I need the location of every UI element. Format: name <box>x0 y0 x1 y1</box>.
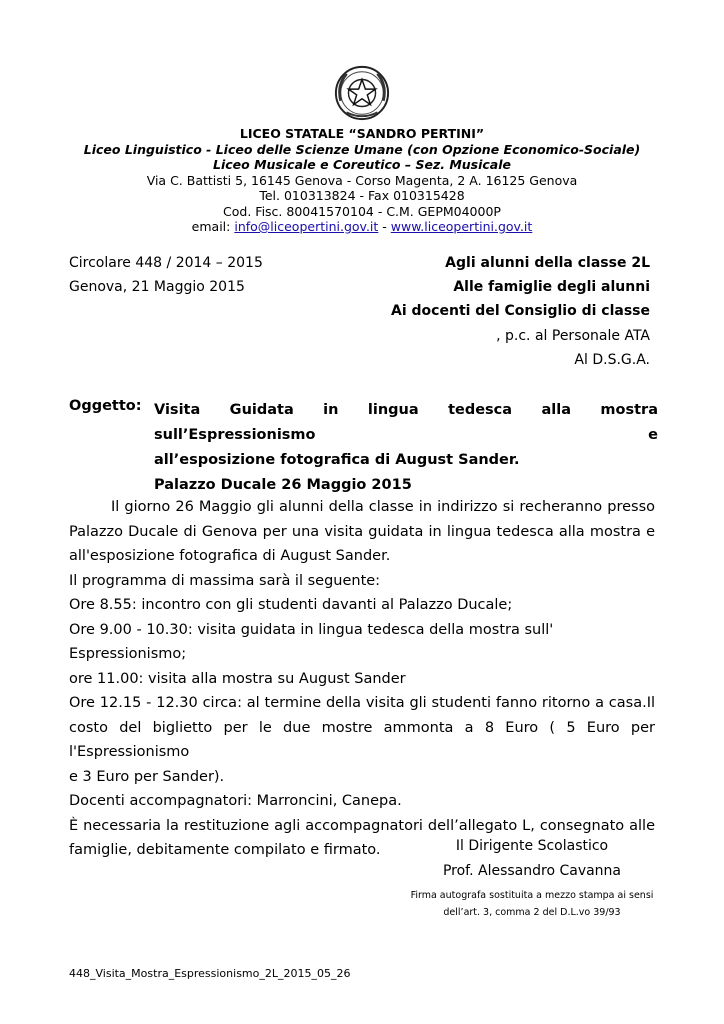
body-line: Ore 12.15 - 12.30 circa: al termine della visita gli studenti fanno ritorno a casa.Il <box>69 695 655 711</box>
body-line: famiglie, debitamente compilato e firmato. <box>69 842 381 858</box>
signature-note-line: Firma autografa sostituita a mezzo stampa ai sensi <box>410 890 654 901</box>
school-line2: Liceo Musicale e Coreutico – Sez. Musicale <box>213 157 511 172</box>
body-line: ore 11.00: visita alla mostra su August Sander <box>69 670 406 687</box>
footer-filename: 448_Visita_Mostra_Espressionismo_2L_2015_05_26 <box>69 967 351 980</box>
recipient-dsga: Al D.S.G.A. <box>574 352 650 368</box>
body-line: Ore 9.00 - 10.30: visita guidata in lingua tedesca della mostra sull' Espressionismo; <box>69 621 554 662</box>
recipient-families: Alle famiglie degli alunni <box>453 279 650 295</box>
signature-name: Prof. Alessandro Cavanna <box>442 863 622 879</box>
body-line: Palazzo Ducale di Genova per una visita guidata in lingua tedesca alla mostra e <box>69 523 655 540</box>
letter-body <box>69 495 655 863</box>
email-link[interactable]: info@liceopertini.gov.it <box>234 219 379 234</box>
contact-separator: - <box>378 219 391 234</box>
school-codes: Cod. Fisc. 80041570104 - C.M. GEPM04000P <box>223 203 501 219</box>
email-label: email: <box>191 219 235 234</box>
body-line: Il giorno 26 Maggio gli alunni della classe in indirizzo si recheranno presso <box>111 499 655 515</box>
recipient-ata: , p.c. al Personale ATA <box>496 328 650 344</box>
body-line: costo del biglietto per le due mostre ammonta a 8 Euro ( 5 Euro per l'Espressionismo <box>69 719 655 760</box>
subject-label: Oggetto: <box>69 398 142 414</box>
circolare-date: Genova, 21 Maggio 2015 <box>69 279 245 295</box>
signature-note <box>400 887 664 921</box>
signature-role: Il Dirigente Scolastico <box>455 838 609 854</box>
circolare-number: Circolare 448 / 2014 – 2015 <box>69 255 263 271</box>
school-phone: Tel. 010313824 - Fax 010315428 <box>259 188 465 203</box>
italian-republic-emblem-icon <box>333 64 391 122</box>
website-link[interactable]: www.liceopertini.gov.it <box>390 219 533 234</box>
subject-line: all’esposizione fotografica di August Sander. <box>154 452 520 468</box>
school-address: Via C. Battisti 5, 16145 Genova - Corso Magenta, 2 A. 16125 Genova <box>146 172 578 188</box>
body-line: Il programma di massima sarà il seguente: <box>69 572 381 589</box>
body-line: all'esposizione fotografica di August Sander. <box>69 548 391 564</box>
body-line: È necessaria la restituzione agli accompagnatori dell’allegato L, consegnato alle <box>69 817 655 834</box>
school-line1: Liceo Linguistico - Liceo delle Scienze Umane (con Opzione Economico-Sociale) <box>83 141 641 157</box>
signature-note-line: dell’art. 3, comma 2 del D.L.vo 39/93 <box>443 907 621 918</box>
recipient-teachers: Ai docenti del Consiglio di classe <box>391 303 650 319</box>
recipient-students: Agli alunni della classe 2L <box>445 255 650 271</box>
letterhead <box>0 126 724 235</box>
school-contacts <box>0 219 724 235</box>
subject-line: Palazzo Ducale 26 Maggio 2015 <box>154 477 412 493</box>
subject-text <box>154 398 658 498</box>
body-line: Docenti accompagnatori: Marroncini, Canepa. <box>69 793 402 809</box>
body-line: Ore 8.55: incontro con gli studenti davanti al Palazzo Ducale; <box>69 597 513 613</box>
school-name: LICEO STATALE “SANDRO PERTINI” <box>239 126 485 141</box>
subject-line: Visita Guidata in lingua tedesca alla mostra sull’Espressionismo e <box>154 402 658 443</box>
body-line: e 3 Euro per Sander). <box>69 768 225 785</box>
